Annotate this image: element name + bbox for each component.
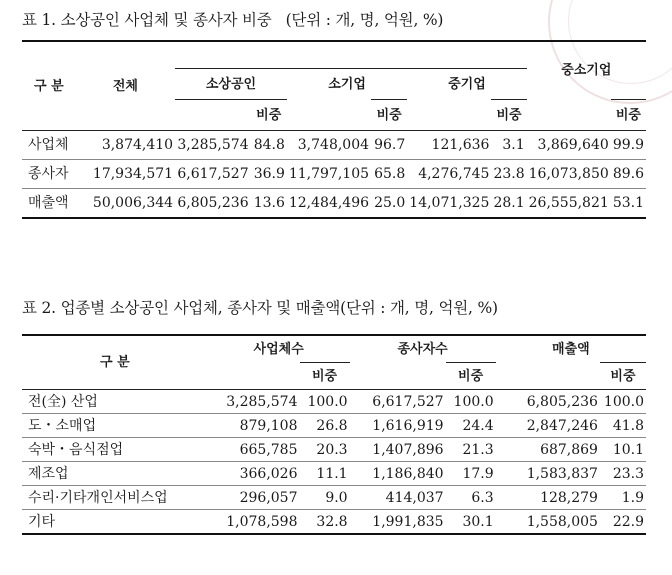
cell-workers: 6,617,527: [350, 390, 446, 414]
row-label: 종사자: [22, 160, 76, 189]
cell-total: 50,006,344: [92, 195, 174, 211]
table-row: [22, 462, 646, 486]
row-label: 기타: [28, 513, 56, 530]
cell-businesses: 296,057: [208, 486, 300, 510]
table1-caption-unit: (단위 : 개, 명, 억원, %): [285, 11, 444, 29]
cell-workers: 1,407,896: [350, 438, 446, 462]
cell-sales-ratio: 10.1: [600, 438, 646, 462]
row-label: 제조업: [22, 462, 208, 486]
table1-header-se-ratio: 비중: [371, 100, 407, 131]
table2-header-sales: 매출액: [551, 341, 590, 357]
table1-header-sb-ratio: 비중: [251, 100, 287, 131]
row-label: 전(全) 산업: [22, 390, 208, 414]
cell-se-ratio: 65.8: [371, 160, 407, 189]
table-row: [22, 438, 646, 462]
cell-sme-ratio: 99.9: [611, 131, 646, 160]
row-label: 숙박・음식점업: [22, 438, 208, 462]
cell-total: 17,934,571: [76, 160, 175, 189]
table1: [22, 40, 646, 219]
cell-businesses: 366,026: [208, 462, 300, 486]
cell-workers-ratio: 100.0: [446, 390, 496, 414]
table1-header-total: 전체: [76, 41, 175, 131]
table-row: [22, 414, 646, 438]
cell-businesses-ratio: 100.0: [300, 390, 350, 414]
table1-header-category: 구 분: [22, 41, 76, 131]
cell-sme: 26,555,821: [528, 195, 609, 211]
cell-me-ratio: 3.1: [491, 131, 526, 160]
table-row: [22, 510, 646, 535]
cell-workers-ratio: 6.3: [446, 486, 496, 510]
table2-header-sal-ratio: 비중: [600, 363, 646, 390]
cell-se: 3,748,004: [287, 131, 371, 160]
cell-sales: 6,805,236: [496, 390, 600, 414]
table-row: [22, 160, 646, 189]
cell-workers: 1,991,835: [372, 513, 444, 530]
cell-me: 4,276,745: [407, 160, 491, 189]
cell-sales-ratio: 22.9: [612, 513, 644, 530]
table1-header-medium-enterprise: 중기업: [448, 76, 486, 92]
cell-sb-ratio: 36.9: [251, 160, 287, 189]
cell-total: 3,874,410: [76, 131, 175, 160]
table2-header-category: 구 분: [22, 335, 208, 390]
cell-workers-ratio: 17.9: [446, 462, 496, 486]
cell-businesses-ratio: 9.0: [300, 486, 350, 510]
row-label: 매출액: [28, 195, 69, 211]
cell-sales: 2,847,246: [496, 414, 600, 438]
cell-sb-ratio: 13.6: [253, 195, 285, 211]
cell-me-ratio: 23.8: [491, 160, 526, 189]
table1-caption: [22, 8, 443, 30]
table1-header-sme: 중소기업: [561, 63, 612, 78]
table-row: [22, 390, 646, 414]
table1-header-small-enterprise: 소기업: [328, 76, 366, 92]
cell-workers: 414,037: [350, 486, 446, 510]
cell-sme: 3,869,640: [527, 131, 611, 160]
cell-se: 12,484,496: [288, 195, 370, 211]
cell-sb: 6,617,527: [175, 160, 251, 189]
cell-businesses: 879,108: [208, 414, 300, 438]
table1-header-small-business: 소상공인: [175, 69, 287, 100]
cell-sales-ratio: 41.8: [600, 414, 646, 438]
cell-sales: 1,583,837: [496, 462, 600, 486]
cell-workers: 1,616,919: [350, 414, 446, 438]
cell-sb: 3,285,574: [175, 131, 251, 160]
cell-sales: 128,279: [496, 486, 600, 510]
cell-se: 11,797,105: [287, 160, 371, 189]
cell-businesses-ratio: 26.8: [300, 414, 350, 438]
cell-me: 14,071,325: [409, 195, 490, 211]
table-row: [22, 486, 646, 510]
cell-sales: 1,558,005: [526, 513, 598, 530]
cell-businesses: 665,785: [208, 438, 300, 462]
cell-sb: 6,805,236: [177, 195, 249, 211]
cell-sme-ratio: 89.6: [611, 160, 646, 189]
table-row: [22, 131, 646, 160]
table2-header-businesses: 사업체수: [253, 341, 304, 357]
table2: [22, 334, 646, 535]
table1-caption-title: 표 1. 소상공인 사업체 및 종사자 비중: [22, 11, 272, 29]
table1-header-sme-ratio: 비중: [611, 100, 646, 131]
cell-se-ratio: 25.0: [374, 195, 406, 211]
row-label: 도・소매업: [22, 414, 208, 438]
cell-workers: 1,186,840: [350, 462, 446, 486]
table-row: [22, 189, 646, 219]
cell-sb-ratio: 84.8: [251, 131, 287, 160]
cell-me: 121,636: [407, 131, 491, 160]
cell-sales: 687,869: [496, 438, 600, 462]
cell-businesses-ratio: 20.3: [300, 438, 350, 462]
row-label: 수리·기타개인서비스업: [22, 486, 208, 510]
cell-sales-ratio: 23.3: [600, 462, 646, 486]
cell-sales-ratio: 1.9: [600, 486, 646, 510]
table2-header-workers: 종사자수: [397, 341, 448, 357]
cell-businesses: 1,078,598: [226, 513, 298, 530]
table2-caption: 표 2. 업종별 소상공인 사업체, 종사자 및 매출액(단위 : 개, 명, 억원, %): [22, 299, 498, 317]
cell-workers-ratio: 21.3: [446, 438, 496, 462]
cell-sme-ratio: 53.1: [612, 195, 644, 211]
cell-se-ratio: 96.7: [371, 131, 407, 160]
cell-me-ratio: 28.1: [493, 195, 525, 211]
cell-workers-ratio: 30.1: [462, 513, 494, 530]
row-label: 사업체: [22, 131, 76, 160]
table2-header-biz-ratio: 비중: [300, 363, 350, 390]
table2-header-wrk-ratio: 비중: [446, 363, 496, 390]
cell-businesses-ratio: 11.1: [300, 462, 350, 486]
cell-sme: 16,073,850: [527, 160, 611, 189]
cell-businesses-ratio: 32.8: [316, 513, 348, 530]
cell-businesses: 3,285,574: [208, 390, 300, 414]
cell-sales-ratio: 100.0: [600, 390, 646, 414]
table1-header-spanline: [175, 41, 527, 69]
table1-header-me-ratio: 비중: [491, 100, 526, 131]
cell-workers-ratio: 24.4: [446, 414, 496, 438]
